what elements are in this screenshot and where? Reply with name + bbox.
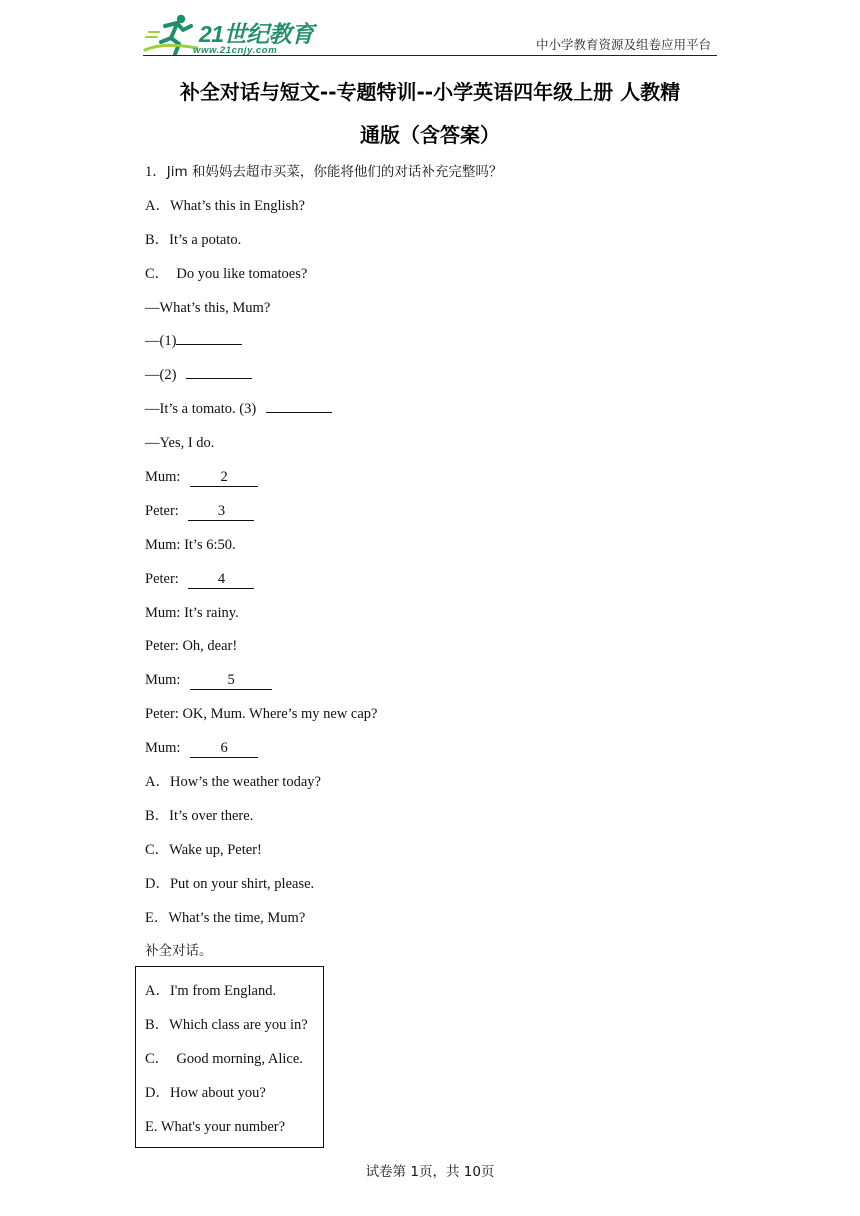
question-1-prompt	[145, 160, 765, 194]
option-box	[135, 966, 324, 1148]
platform-tagline: 中小学教育资源及组卷应用平台	[535, 37, 711, 52]
q2-dialog-line	[145, 499, 765, 533]
page-number: 试卷第 1页，共 10页	[365, 1164, 495, 1180]
q3-instruction: 补全对话。	[145, 943, 213, 960]
q1-dialog-line	[145, 329, 765, 363]
box-option-a: A．I'm from England.	[145, 983, 277, 999]
q2-option-e: E．What’s the time, Mum?	[145, 909, 306, 926]
q2-dialog-line	[145, 668, 765, 702]
logo-url: www.21cnjy.com	[193, 45, 278, 56]
box-option-b: B．Which class are you in?	[145, 1016, 308, 1033]
speaker: Peter:	[145, 570, 183, 587]
speaker: Mum:	[145, 469, 185, 486]
q1-dialog-line: —Yes, I do.	[145, 435, 215, 452]
q2-dialog-line: Peter: OK, Mum. Where’s my new cap?	[145, 706, 378, 723]
speaker: Mum:	[145, 740, 185, 757]
runner-logo-icon	[143, 12, 199, 58]
dialog-prefix: —(2)	[145, 367, 181, 384]
answer-blank-numbered[interactable]: 4	[188, 570, 254, 589]
page-header	[143, 8, 717, 58]
q2-option-a: A．How’s the weather today?	[145, 774, 321, 791]
box-option-d: D．How about you?	[145, 1084, 266, 1101]
q2-dialog-line: Peter: Oh, dear!	[145, 638, 238, 655]
answer-blank-3[interactable]	[266, 412, 332, 413]
q1-option-a: A．What’s this in English?	[145, 197, 305, 214]
dialog-prefix: —It’s a tomato. (3)	[145, 401, 260, 418]
answer-blank-numbered[interactable]: 2	[190, 468, 258, 487]
q2-dialog-line	[145, 465, 765, 499]
site-logo[interactable]	[143, 12, 323, 58]
q2-dialog-line: Mum: It’s rainy.	[145, 604, 239, 621]
dialog-prefix: —(1)	[145, 333, 177, 350]
question-text: Jim 和妈妈去超市买菜，你能将他们的对话补充完整吗？	[166, 164, 503, 180]
q2-dialog-line	[145, 567, 765, 601]
speaker: Mum:	[145, 672, 185, 689]
q1-option-b: B．It’s a potato.	[145, 231, 242, 248]
speaker: Peter:	[145, 502, 183, 519]
answer-blank-numbered[interactable]: 5	[190, 671, 272, 690]
page-title-line-1: 补全对话与短文--专题特训--小学英语四年级上册 人教精	[179, 80, 681, 104]
page-title-line-2: 通版（含答案）	[360, 123, 500, 147]
box-option-e: E. What's your number?	[145, 1118, 286, 1135]
q1-dialog-line	[145, 397, 765, 431]
answer-blank-numbered[interactable]: 3	[188, 502, 254, 521]
exercise-content	[145, 160, 765, 973]
question-number: 1．	[145, 164, 167, 180]
q2-dialog-line	[145, 736, 765, 770]
box-option-c: C． Good morning, Alice.	[145, 1050, 303, 1067]
answer-blank-2[interactable]	[186, 378, 252, 379]
q1-dialog-line	[145, 363, 765, 397]
header-divider	[143, 55, 717, 56]
q2-option-b: B．It’s over there.	[145, 807, 254, 824]
answer-blank-numbered[interactable]: 6	[190, 739, 258, 758]
q2-option-c: C．Wake up, Peter!	[145, 841, 262, 858]
q2-option-d: D．Put on your shirt, please.	[145, 875, 315, 892]
q1-dialog-line: —What’s this, Mum?	[145, 299, 271, 316]
logo-text: 21世纪教育	[199, 21, 314, 47]
q2-dialog-line: Mum: It’s 6:50.	[145, 536, 236, 553]
answer-blank-1[interactable]	[176, 344, 242, 345]
q1-option-c: C． Do you like tomatoes?	[145, 265, 308, 282]
